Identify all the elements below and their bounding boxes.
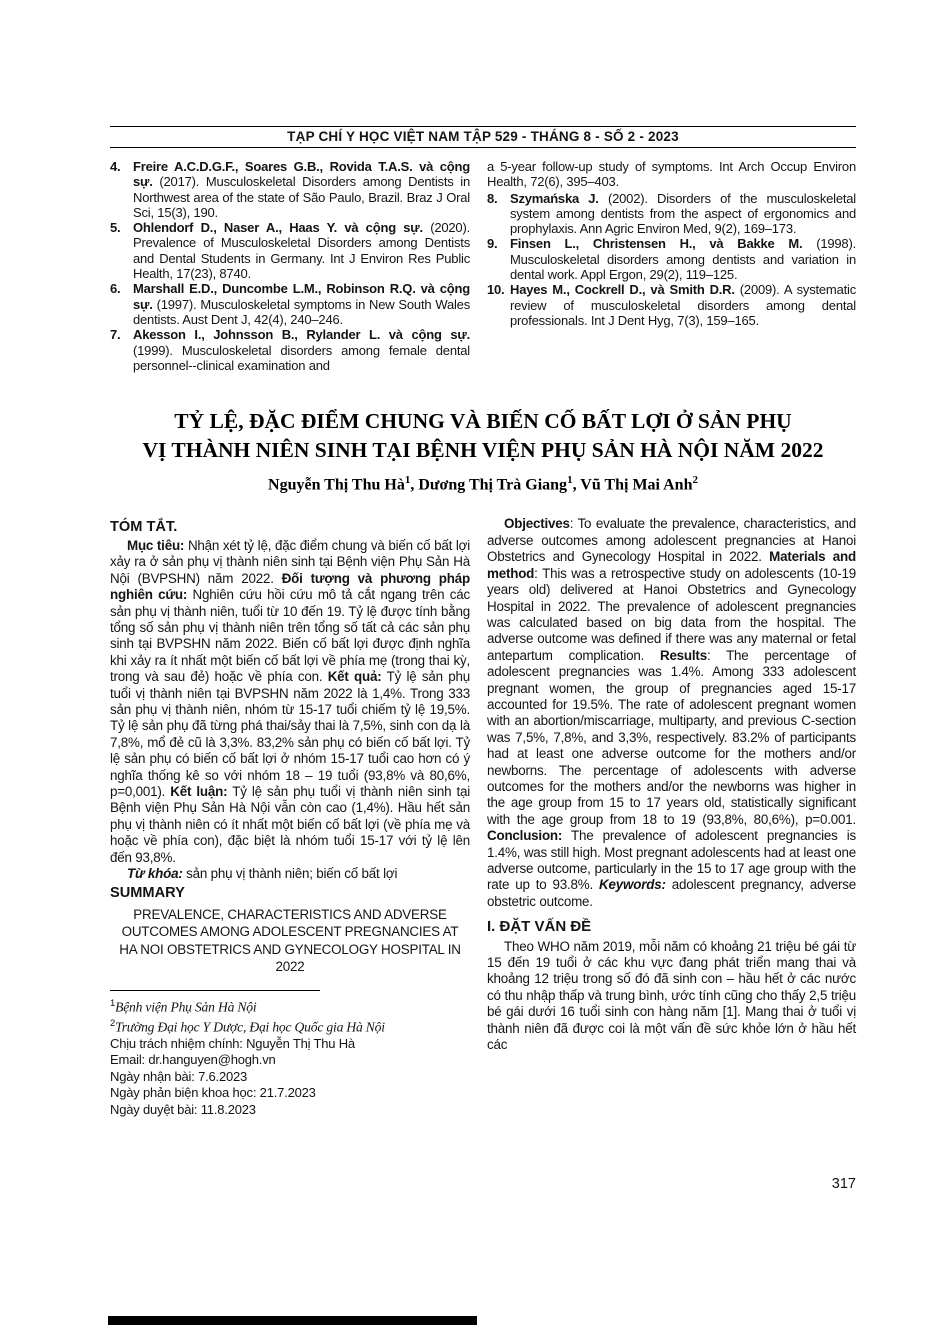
reference-7-continuation: a 5-year follow-up study of symptoms. Int Arch Occup Environ Health, 72(6), 395–403. bbox=[487, 159, 856, 190]
body-right-column bbox=[487, 516, 856, 1118]
abstract-vi-heading: TÓM TẮT. bbox=[110, 519, 178, 536]
reference-text: (1999). Musculoskeletal disorders among female dental personnel--clinical examination and bbox=[133, 342, 470, 373]
reference-item-8 bbox=[487, 191, 856, 237]
reference-number: 7. bbox=[110, 327, 121, 343]
article-title-line-2: VỊ THÀNH NIÊN SINH TẠI BỆNH VIỆN PHỤ SẢN HÀ NỘI NĂM 2022 bbox=[142, 438, 824, 463]
keywords-vi: Từ khóa: sản phụ vị thành niên; biến cố bất lợi bbox=[127, 866, 398, 882]
email-line: Email: dr.hanguyen@hogh.vn bbox=[110, 1052, 276, 1068]
reference-number: 4. bbox=[110, 159, 121, 174]
page-content bbox=[110, 0, 856, 1119]
reference-authors: Hayes M., Cockrell D., và Smith D.R. bbox=[510, 282, 735, 298]
references-right-column bbox=[487, 159, 856, 373]
article-title-line-1: TỶ LỆ, ĐẶC ĐIỂM CHUNG VÀ BIẾN CỐ BẤT LỢI Ở SẢN PHỤ bbox=[174, 409, 792, 434]
journal-header bbox=[110, 126, 856, 148]
reference-authors: Szymańska J. bbox=[510, 190, 599, 206]
reference-item-6 bbox=[110, 281, 470, 327]
reference-authors: Finsen L., Christensen H., và Bakke M. bbox=[510, 236, 803, 252]
article-title-block bbox=[110, 407, 856, 494]
reference-number: 10. bbox=[487, 282, 505, 298]
reference-text: (2009). A systematic review of musculoskeletal disorders among dental professionals. Int J Dent Hyg, 7(3), 159–165. bbox=[510, 282, 856, 328]
reference-number: 9. bbox=[487, 236, 498, 252]
reference-authors: Marshall E.D., Duncombe L.M., Robinson R.Q. và cộng sự. bbox=[133, 281, 470, 312]
reference-authors: Ohlendorf D., Naser A., Haas Y. và cộng sự. bbox=[133, 220, 423, 236]
corresponding-author-line: Chịu trách nhiệm chính: Nguyễn Thị Thu Hà bbox=[110, 1035, 355, 1051]
section-1-heading: I. ĐẶT VẤN ĐỀ bbox=[487, 918, 592, 936]
reference-number: 6. bbox=[110, 281, 121, 297]
page-number: 317 bbox=[831, 1176, 856, 1192]
reference-text: (1998). Musculoskeletal disorders among dentists and variation in dental work. Appl Ergon, 29(2), 119–125. bbox=[510, 236, 856, 283]
reference-authors: Akesson I., Johnsson B., Rylander L. và cộng sự. bbox=[133, 327, 470, 343]
reference-item-7 bbox=[110, 327, 470, 373]
journal-header-text: TẠP CHÍ Y HỌC VIỆT NAM TẬP 529 - THÁNG 8 - SỐ 2 - 2023 bbox=[287, 129, 679, 144]
summary-heading: SUMMARY bbox=[110, 885, 185, 902]
body-left-column bbox=[110, 516, 470, 1118]
reference-item-9 bbox=[487, 236, 856, 282]
summary-title: PREVALENCE, CHARACTERISTICS AND ADVERSE OUTCOMES AMONG ADOLESCENT PREGNANCIES AT HA NOI OBSTETRICS AND GYNECOLOGY HOSPITAL IN 2022 bbox=[119, 906, 461, 975]
reference-text: (2002). Disorders of the musculoskeletal system among dentists from the aspect of ergonomics and prophylaxis. Ann Agric Environ Med, 9(2), 169–173. bbox=[510, 190, 856, 237]
affiliation-1: $^1$Bệnh viện Phụ Sản Hà Nội bbox=[110, 997, 257, 1015]
section-1-paragraph: Theo WHO năm 2019, mỗi năm có khoảng 21 triệu bé gái từ 15 đến 19 tuổi ở các khu vực đang phát triển mang thai và khoảng 12 triệu trong số đó đã sinh con – hầu hết ở các nước có thu nhập thấp và trung bình, ước tính cũng cho thấy 2,5 triệu bé gái dưới 16 tuổi sinh con hàng năm [1]. Mang thai ở tuổi vị thành niên đã được coi là một vấn đề sức khỏe lớn ở hầu hết các bbox=[487, 938, 856, 1053]
references-section bbox=[110, 159, 856, 373]
reference-authors: Freire A.C.D.G.F., Soares G.B., Rovida T.A.S. và cộng sự. bbox=[133, 159, 470, 190]
reference-text: (2017). Musculoskeletal Disorders among Dentists in Northwest area of the state of São Paulo, Brazil. Braz J Oral Sci, 15(3), 190. bbox=[133, 174, 470, 220]
references-left-column bbox=[110, 159, 470, 373]
reference-number: 5. bbox=[110, 220, 121, 236]
affiliation-2: $^2$Trường Đại học Y Dược, Đại học Quốc gia Hà Nội bbox=[110, 1017, 385, 1035]
reference-text: (2020). Prevalence of Musculoskeletal Disorders among Dentists and Dental Students in Germany. Int J Environ Res Public Health, 17(23), 8740. bbox=[133, 220, 471, 282]
article-body bbox=[110, 516, 856, 1118]
article-title bbox=[110, 407, 856, 465]
reviewed-date-line: Ngày phản biện khoa học: 21.7.2023 bbox=[110, 1085, 316, 1101]
reference-item-4 bbox=[110, 159, 470, 220]
footnote-separator-rule bbox=[110, 990, 320, 991]
article-authors: Nguyễn Thị Thu $Hà^1$, Dương Thị Trà Giang$^1$, Vũ Thị Mai Anh$^2$ bbox=[268, 474, 698, 494]
footnotes-block bbox=[110, 990, 470, 1119]
accepted-date-line: Ngày duyệt bài: 11.8.2023 bbox=[110, 1102, 256, 1118]
reference-text: (1997). Musculoskeletal symptoms in New South Wales dentists. Aust Dent J, 42(4), 240–246. bbox=[133, 296, 470, 327]
reference-item-5 bbox=[110, 220, 470, 281]
received-date-line: Ngày nhận bài: 7.6.2023 bbox=[110, 1068, 248, 1084]
scan-artifact-bar bbox=[108, 1316, 477, 1325]
reference-item-10 bbox=[487, 282, 856, 328]
abstract-en-text: Objectives: To evaluate the prevalence, characteristics, and adverse outcomes among adolescent pregnancies at Hanoi Obstetrics and Gynecology Hospital in 2022. Materials and method: This was a retrospective study on adolescents (10-19 years old) delivered at Hanoi Obstetrics and Gynecology Hospital in 2022. The prevalence of adolescent pregnancies was calculated based on big data from the hospital. The adverse outcome was defined if there was any maternal or fetal antepartum complication. Results: The percentage of adolescent pregnancies was 1.4%. Among 333 adolescent pregnant women, the group of pregnancies aged 15-17 accounted for 19.5%. The rate of adolescent pregnant women with an abortion/miscarriage, multiparty, and previous C-section was 7,5%, 7,8%, and 3,3%, respectively. 83.2% of participants had at least one adverse outcome for the mothers and/or newborns. The percentage of adolescents with adverse outcomes for the mothers and/or the newborns was higher in the age group from 15 to 17 years old, statistically significant with the age group from 18 to 19 (93,8%, 80,6%), p=0.001. Conclusion: The prevalence of adolescent pregnancies is 1.4%, was still high. Most pregnant adolescents had at least one adverse outcome, particularly in the 15 to 17 age group with the rate up to 93.8%. Keywords: adolescent pregnancy, adverse obstetric outcome. bbox=[487, 516, 856, 909]
abstract-vi-text: Mục tiêu: Nhận xét tỷ lệ, đặc điểm chung và biến cố bất lợi xảy ra ở sản phụ vị thành niên sinh tại Bệnh viện Phụ Sản Hà Nội (BVPSHN) năm 2022. Đối tượng và phương pháp nghiên cứu: Nghiên cứu hồi cứu mô tả cắt ngang trên các sản phụ vị thành niên, tuổi từ 10 đến 19. Tỷ lệ được tính bằng tổng số sản phụ vị thành niên trên tổng số tất cả các sản phụ sinh tại BVPSHN năm 2022. Biến cố bất lợi được định nghĩa khi xảy ra ít nhất một biến cố bất lợi về phía mẹ (trong thai kỳ, trong và sau đẻ) hoặc về phía con. Kết quả: Tỷ lệ sản phụ tuổi vị thành niên tại BVPSHN năm 2022 là 1,4%. Trong 333 sản phụ vị thành niên, nhóm từ 15-17 tuổi chiếm tỷ lệ 19,5%. Tỷ lệ sản phụ đã từng phá thai/sảy thai là 7,5%, sinh con dạ là 7,8%, mổ đẻ cũ là 3,3%. 83,2% sản phụ có biến cố bất lợi. Tỷ lệ sản phụ có biến cố bất lợi ở nhóm 15-17 tuổi cao hơn có ý nghĩa thống kê so với nhóm 18 – 19 tuổi (93,8% và 80,6%, p=0,001). Kết luận: Tỷ lệ sản phụ tuổi vị thành niên sinh tại Bệnh viện Phụ Sản Hà Nội vẫn còn cao (1,4%). Hầu hết sản phụ vị thành niên có ít nhất một biến cố bất lợi (về phía mẹ và hoặc về phía con), đặc biệt là nhóm tuổi 15-17 với tỷ lệ lên đến 93,8%. bbox=[110, 537, 471, 865]
reference-number: 8. bbox=[487, 190, 498, 206]
